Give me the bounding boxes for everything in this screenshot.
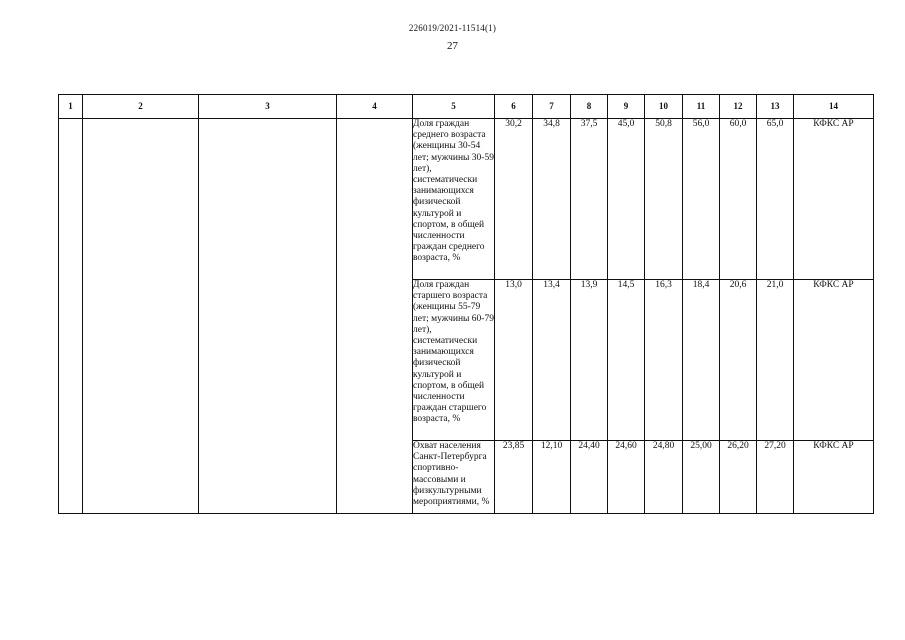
value-cell: 12,10 — [533, 441, 571, 514]
document-id: 226019/2021-11514(1) — [408, 23, 497, 33]
column-header: 7 — [533, 95, 571, 119]
column-header: 10 — [645, 95, 683, 119]
responsible-cell: КФКС АР — [794, 119, 874, 280]
value-cell: 60,0 — [720, 119, 757, 280]
column-header: 8 — [571, 95, 608, 119]
indicator-cell: Охват населения Санкт-Петербурга спортивно-массовыми и физкультурными мероприятиями, % — [413, 441, 495, 514]
table-cell-blank — [59, 119, 83, 514]
value-cell: 37,5 — [571, 119, 608, 280]
value-cell: 21,0 — [757, 280, 794, 441]
value-cell: 50,8 — [645, 119, 683, 280]
value-cell: 13,9 — [571, 280, 608, 441]
value-cell: 34,8 — [533, 119, 571, 280]
column-header: 1 — [59, 95, 83, 119]
value-cell: 24,80 — [645, 441, 683, 514]
table-cell-blank — [199, 119, 337, 514]
responsible-cell: КФКС АР — [794, 441, 874, 514]
table-cell-blank — [337, 119, 413, 514]
value-cell: 30,2 — [495, 119, 533, 280]
program-indicators-table — [58, 94, 874, 514]
column-header: 2 — [83, 95, 199, 119]
column-header: 6 — [495, 95, 533, 119]
value-cell: 23,85 — [495, 441, 533, 514]
value-cell: 65,0 — [757, 119, 794, 280]
column-header: 13 — [757, 95, 794, 119]
value-cell: 18,4 — [683, 280, 720, 441]
value-cell: 13,4 — [533, 280, 571, 441]
value-cell: 45,0 — [608, 119, 645, 280]
page-number: 27 — [447, 40, 458, 52]
value-cell: 16,3 — [645, 280, 683, 441]
value-cell: 24,40 — [571, 441, 608, 514]
value-cell: 27,20 — [757, 441, 794, 514]
column-header: 3 — [199, 95, 337, 119]
value-cell: 20,6 — [720, 280, 757, 441]
value-cell: 13,0 — [495, 280, 533, 441]
value-cell: 25,00 — [683, 441, 720, 514]
column-header: 14 — [794, 95, 874, 119]
column-header: 9 — [608, 95, 645, 119]
indicator-cell: Доля граждан старшего возраста (женщины 55-79 лет; мужчины 60-79 лет), систематически занимающихся физической культурой и спортом, в общей численности граждан старшего возраста, % — [413, 280, 495, 441]
table-row — [59, 119, 874, 280]
column-header: 4 — [337, 95, 413, 119]
indicator-cell: Доля граждан среднего возраста (женщины 30-54 лет; мужчины 30-59 лет), систематически занимающихся физической культурой и спортом, в общей численности граждан среднего возраста, % — [413, 119, 495, 280]
table-cell-blank — [83, 119, 199, 514]
value-cell: 24,60 — [608, 441, 645, 514]
column-header: 11 — [683, 95, 720, 119]
column-header: 12 — [720, 95, 757, 119]
value-cell: 56,0 — [683, 119, 720, 280]
column-header: 5 — [413, 95, 495, 119]
value-cell: 14,5 — [608, 280, 645, 441]
responsible-cell: КФКС АР — [794, 280, 874, 441]
header-row — [59, 95, 874, 119]
value-cell: 26,20 — [720, 441, 757, 514]
